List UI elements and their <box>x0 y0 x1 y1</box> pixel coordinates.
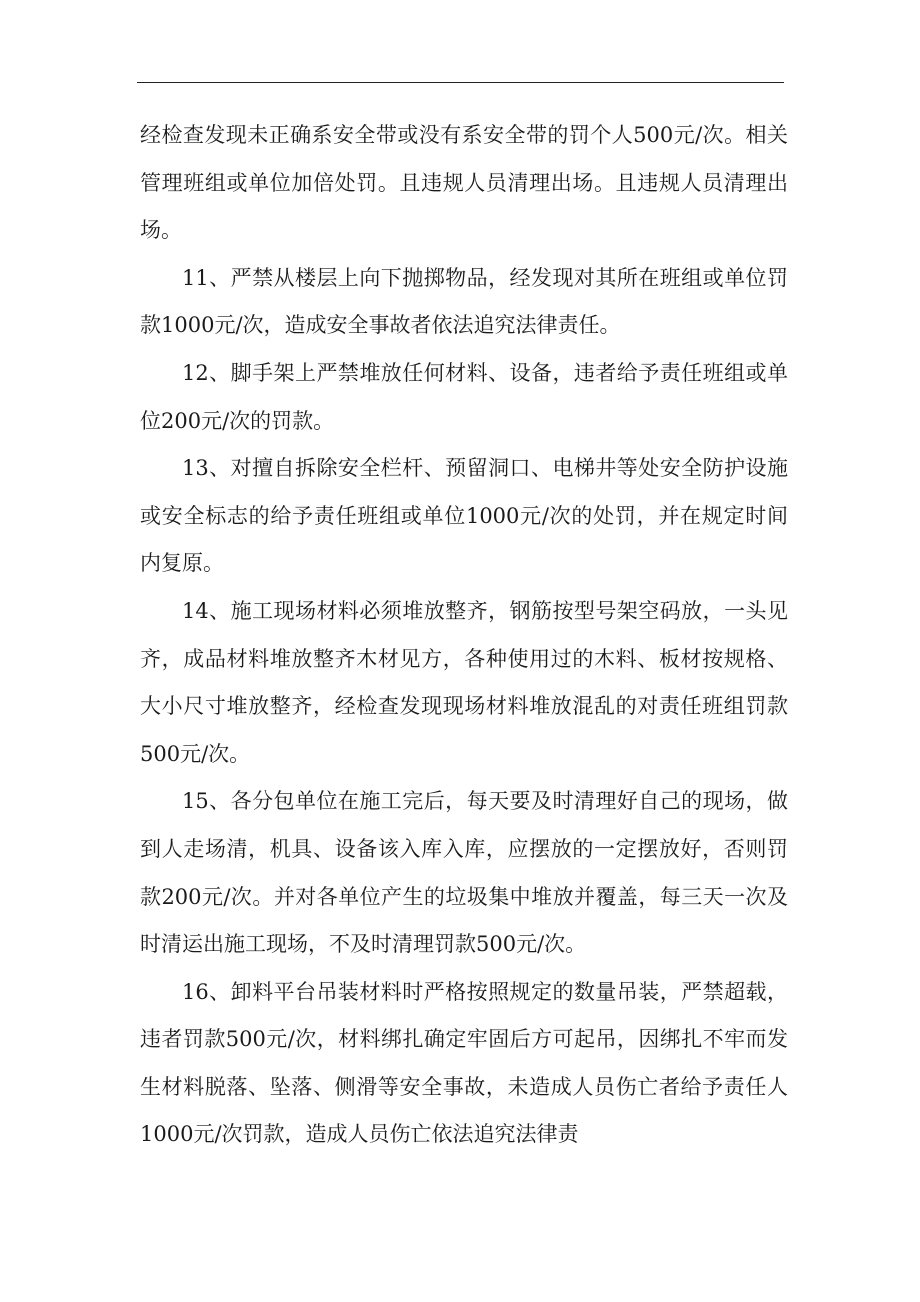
document-body <box>140 112 788 1159</box>
paragraph-continued: 经检查发现未正确系安全带或没有系安全带的罚个人500元/次。相关管理班组或单位加倍处罚。且违规人员清理出场。且违规人员清理出场。 <box>140 123 788 243</box>
paragraph-item-15: 15、各分包单位在施工完后，每天要及时清理好自己的现场，做到人走场清，机具、设备该入库入库，应摆放的一定摆放好，否则罚款200元/次。并对各单位产生的垃圾集中堆放并覆盖，每三天一次及时清运出施工现场，不及时清理罚款500元/次。 <box>140 789 788 957</box>
paragraph-item-16: 16、卸料平台吊装材料时严格按照规定的数量吊装，严禁超载，违者罚款500元/次，材料绑扎确定牢固后方可起吊，因绑扎不牢而发生材料脱落、坠落、侧滑等安全事故，未造成人员伤亡者给予责任人1000元/次罚款，造成人员伤亡依法追究法律责 <box>140 979 788 1147</box>
paragraph-item-11: 11、严禁从楼层上向下抛掷物品，经发现对其所在班组或单位罚款1000元/次，造成安全事故者依法追究法律责任。 <box>140 265 788 338</box>
paragraph-item-14: 14、施工现场材料必须堆放整齐，钢筋按型号架空码放，一头见齐，成品材料堆放整齐木材见方，各种使用过的木料、板材按规格、大小尺寸堆放整齐，经检查发现现场材料堆放混乱的对责任班组罚款500元/次。 <box>140 598 788 766</box>
header-rule <box>137 82 784 83</box>
paragraph-item-13: 13、对擅自拆除安全栏杆、预留洞口、电梯井等处安全防护设施或安全标志的给予责任班组或单位1000元/次的处罚，并在规定时间内复原。 <box>140 456 788 576</box>
paragraph-item-12: 12、脚手架上严禁堆放任何材料、设备，违者给予责任班组或单位200元/次的罚款。 <box>140 360 788 433</box>
